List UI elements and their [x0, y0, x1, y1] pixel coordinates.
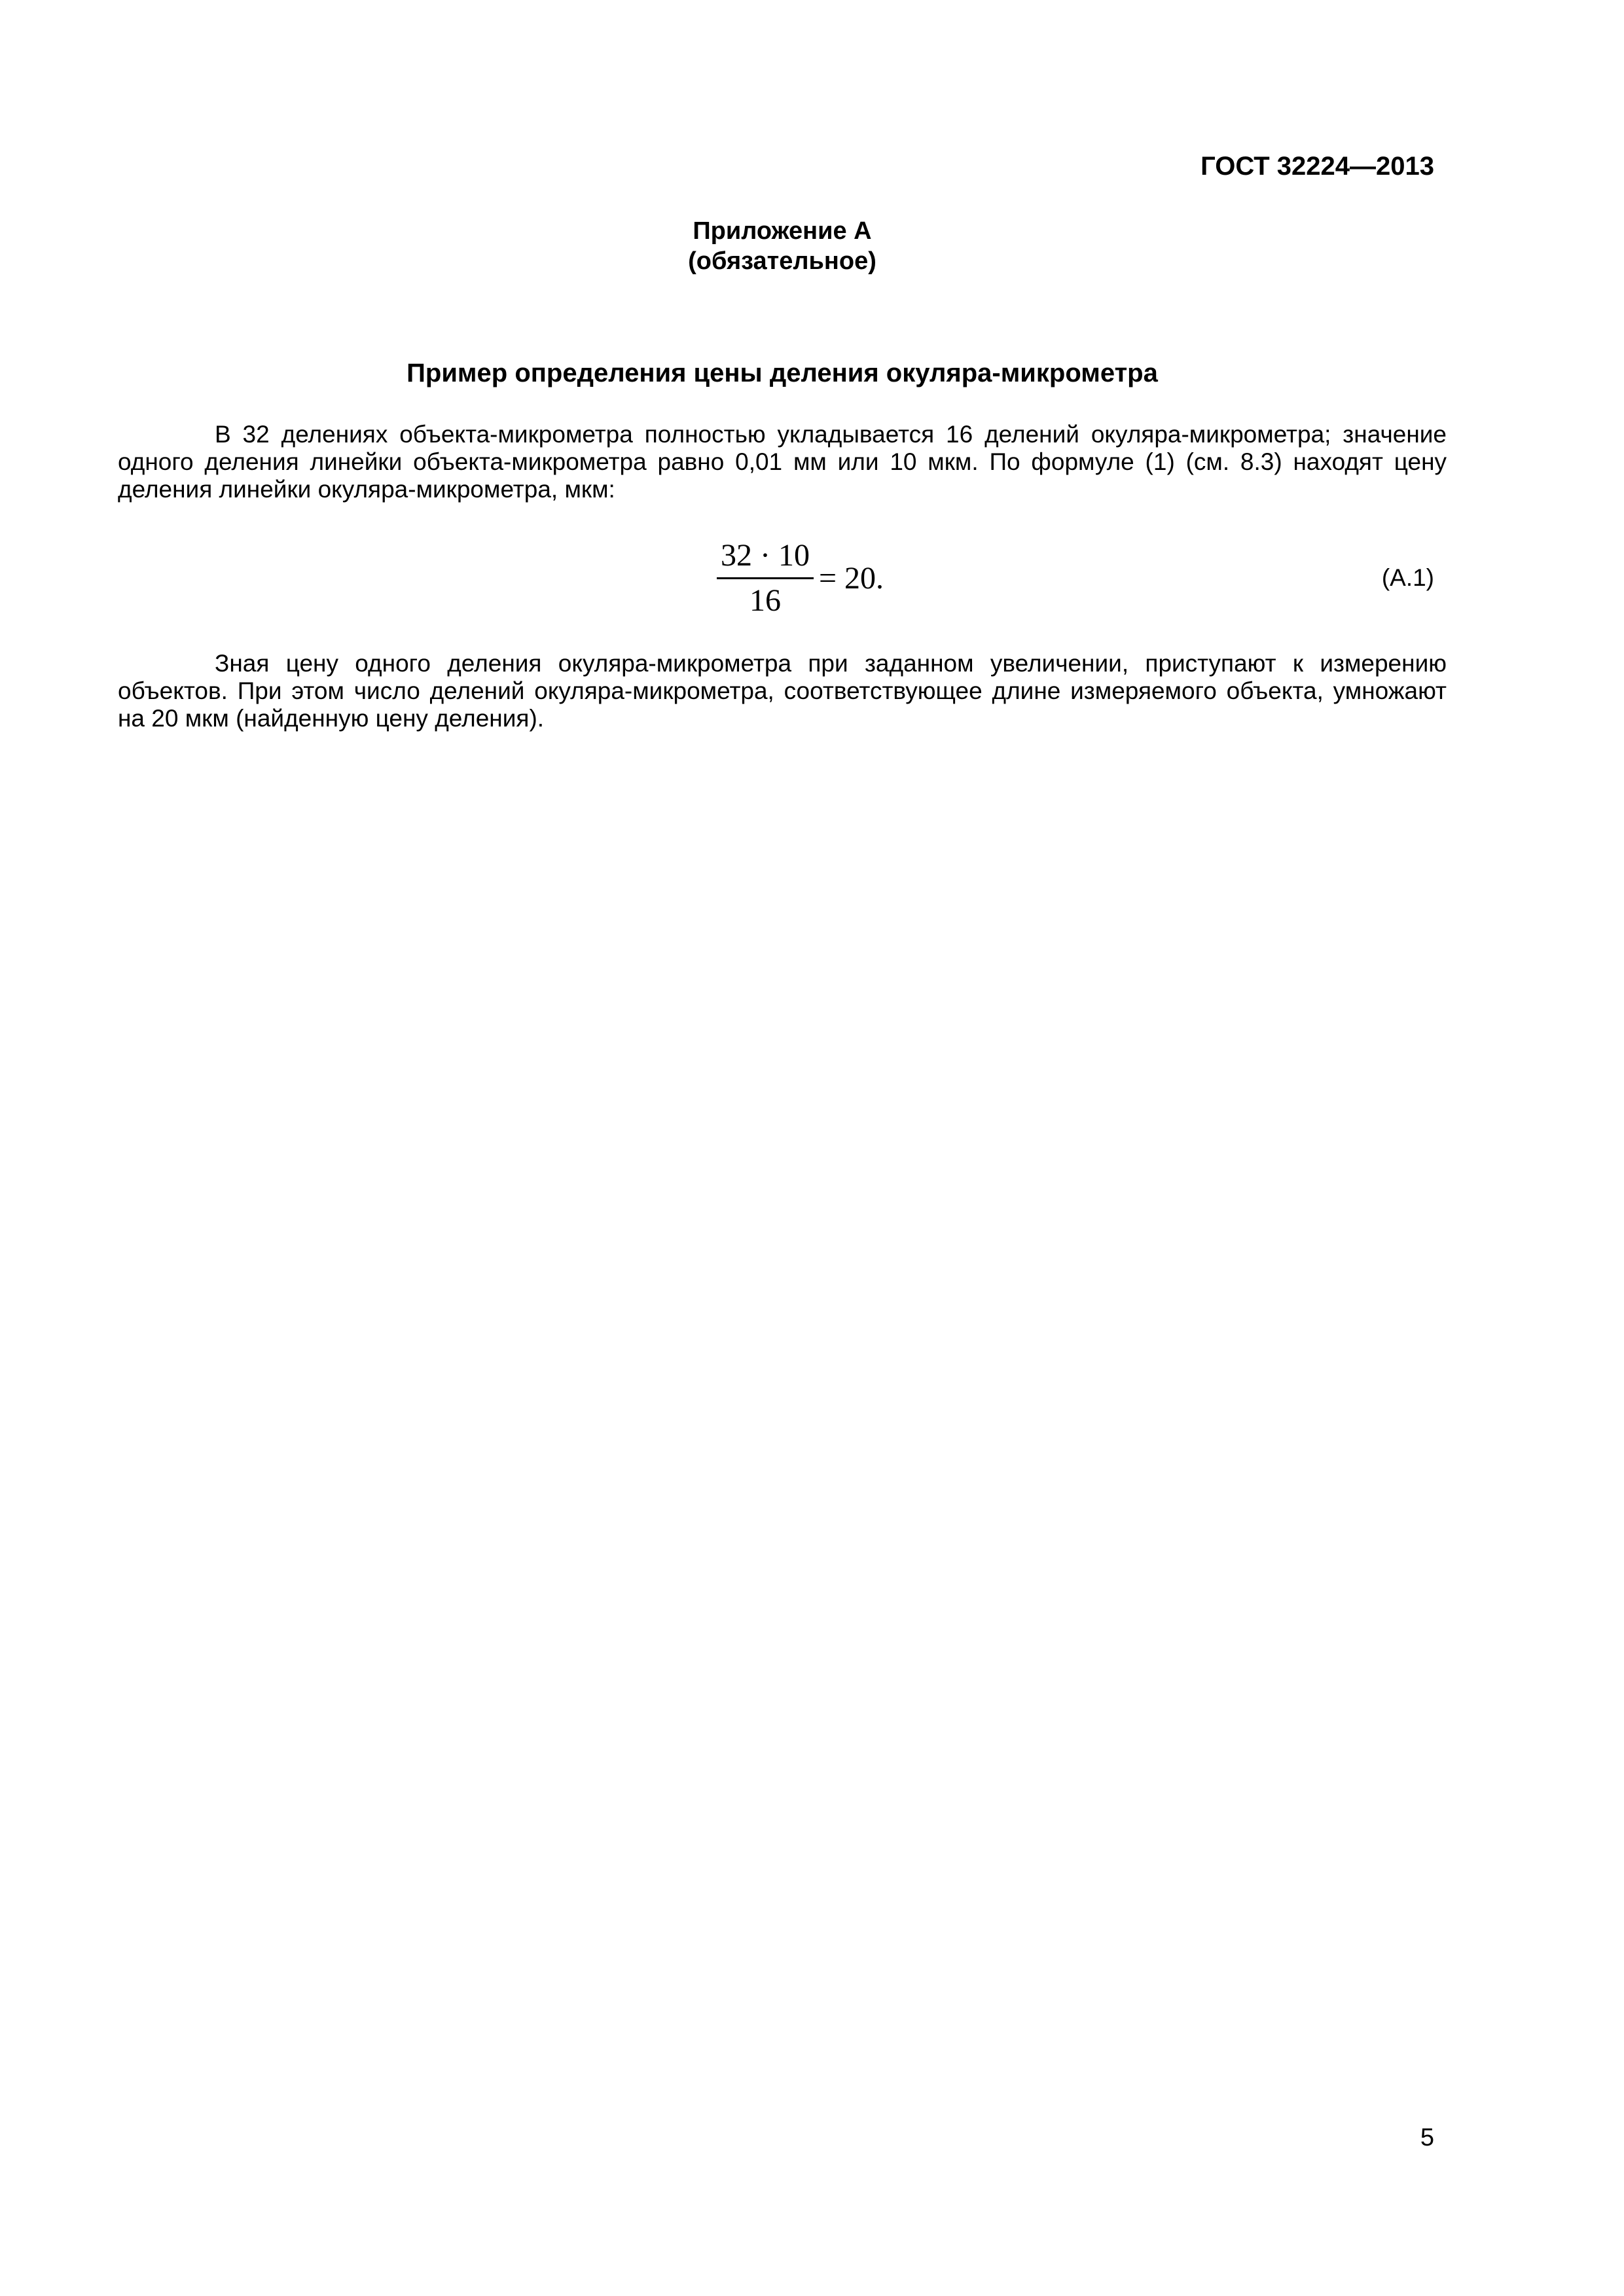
paragraph-1: В 32 делениях объекта-микрометра полностью укладывается 16 делений окуляра-микрометра; значение одного деления линейки объекта-микрометра равно 0,01 мм или 10 мкм. По формуле (1) (см. 8.3) находят цену деления линейки окуляра-микрометра, мкм:: [118, 421, 1447, 503]
formula-denominator: 16: [749, 583, 781, 618]
formula-a1: [717, 535, 884, 620]
formula-numerator: 32 · 10: [717, 538, 814, 579]
appendix-title: Приложение А: [693, 217, 872, 245]
paragraph-2: Зная цену одного деления окуляра-микрометра при заданном увеличении, приступают к измерению объектов. При этом число делений окуляра-микрометра, соответствующее длине измеряемого объекта, умножают на 20 мкм (найденную цену деления).: [118, 650, 1447, 732]
page-number: 5: [1420, 2124, 1434, 2151]
formula-tag: (А.1): [1381, 564, 1434, 591]
formula-result: = 20.: [818, 560, 884, 596]
appendix-header: [118, 216, 1447, 276]
section-heading: Пример определения цены деления окуляра-микрометра: [406, 359, 1158, 387]
standard-number: ГОСТ 32224—2013: [1200, 152, 1434, 181]
formula-fraction: [717, 538, 814, 619]
appendix-status: (обязательное): [688, 247, 876, 275]
